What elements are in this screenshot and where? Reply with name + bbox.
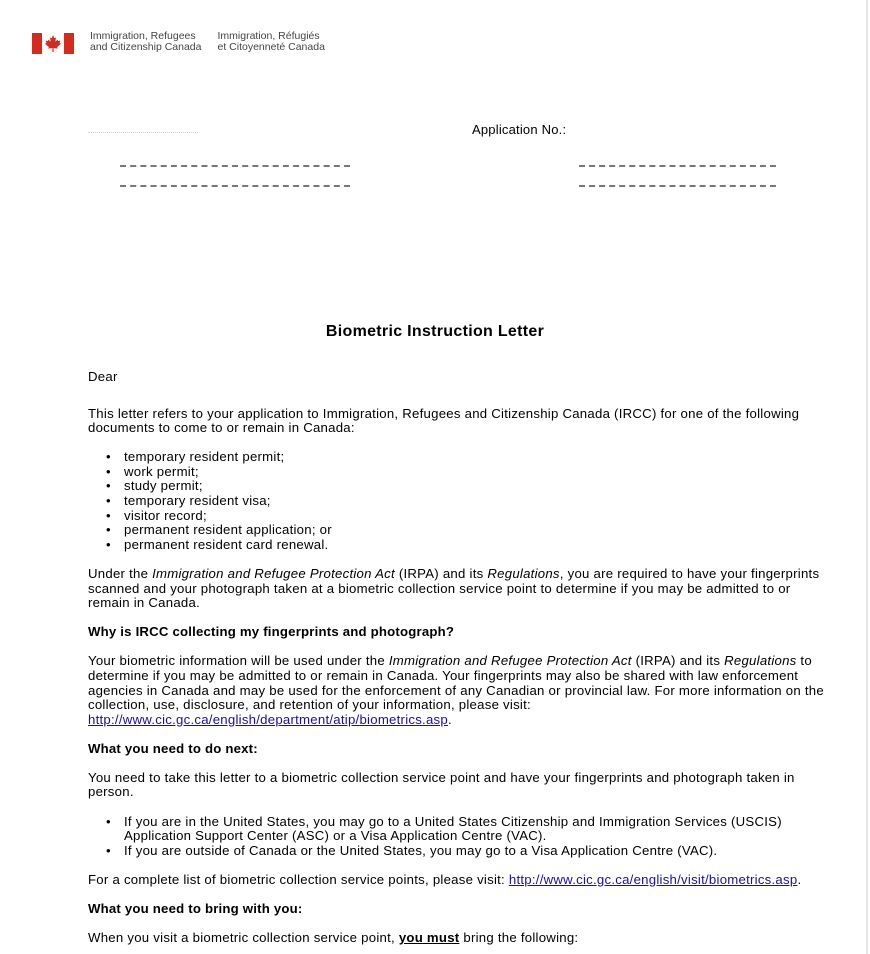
- list-item: • If you are outside of Canada or the United States, you may go to a Visa Application Centre (VAC).: [88, 844, 828, 859]
- bring-paragraph: When you visit a biometric collection service point, you must bring the following:: [88, 930, 579, 946]
- canada-flag-icon: [32, 33, 74, 54]
- why-paragraph: Your biometric information will be used under the Immigration and Refugee Protection Act (IRPA) and its Regulations to determine if you may be admitted to or remain in Canada. Your fingerprints may also be shared with law enforcement agencies in Canada and may be used for the enforcement of any Canadian or provincial law. For more information on the collection, use, disclosure, and retention of your information, please visit: http://www.cic.gc.ca/english/department/atip/biometrics.asp.: [88, 653, 824, 727]
- address-line-right-2: [579, 185, 776, 187]
- application-number-label: Application No.:: [472, 122, 567, 137]
- list-item: • visitor record;: [88, 509, 828, 524]
- list-item: • work permit;: [88, 465, 828, 480]
- address-line-left-2: [120, 185, 350, 187]
- list-item: • temporary resident visa;: [88, 494, 828, 509]
- letter-title: Biometric Instruction Letter: [325, 323, 545, 340]
- faint-date-placeholder: [88, 132, 198, 133]
- service-points-paragraph: For a complete list of biometric collection service points, please visit: http://www.cic.gc.ca/english/visit/biometrics.asp.: [88, 871, 802, 887]
- next-steps-heading: What you need to do next:: [88, 740, 258, 756]
- department-name-en: Immigration, Refugees and Citizenship Canada: [90, 30, 202, 53]
- address-line-left-1: [120, 165, 350, 167]
- documents-list: [88, 450, 828, 552]
- intro-paragraph: This letter refers to your application to Immigration, Refugees and Citizenship Canada (IRCC) for one of the following documents to come to or remain in Canada:: [88, 405, 800, 436]
- list-item: • temporary resident permit;: [88, 450, 828, 465]
- list-item: • permanent resident card renewal.: [88, 538, 828, 553]
- why-heading: Why is IRCC collecting my fingerprints and photograph?: [88, 624, 455, 640]
- list-item: • If you are in the United States, you may go to a United States Citizenship and Immigration Services (USCIS) Application Support Center (ASC) or a Visa Application Centre (VAC).: [88, 815, 828, 844]
- department-name-fr: Immigration, Réfugiés et Citoyenneté Canada: [217, 30, 325, 53]
- list-item: • study permit;: [88, 479, 828, 494]
- locations-list: [88, 815, 828, 859]
- address-line-right-1: [579, 165, 776, 167]
- atip-biometrics-link[interactable]: http://www.cic.gc.ca/english/department/atip/biometrics.asp: [88, 711, 448, 727]
- biometrics-service-points-link[interactable]: http://www.cic.gc.ca/english/visit/biometrics.asp: [508, 871, 798, 887]
- list-item: • permanent resident application; or: [88, 523, 828, 538]
- letter-body: [88, 370, 828, 946]
- letterhead: [32, 31, 325, 54]
- irpa-paragraph: Under the Immigration and Refugee Protection Act (IRPA) and its Regulations, you are required to have your fingerprints scanned and your photograph taken at a biometric collection service point to determine if you may be admitted to or remain in Canada.: [88, 565, 820, 611]
- bring-heading: What you need to bring with you:: [88, 900, 303, 916]
- next-steps-paragraph: You need to take this letter to a biometric collection service point and have your fingerprints and photograph taken in person.: [88, 769, 795, 800]
- salutation: Dear: [88, 369, 118, 384]
